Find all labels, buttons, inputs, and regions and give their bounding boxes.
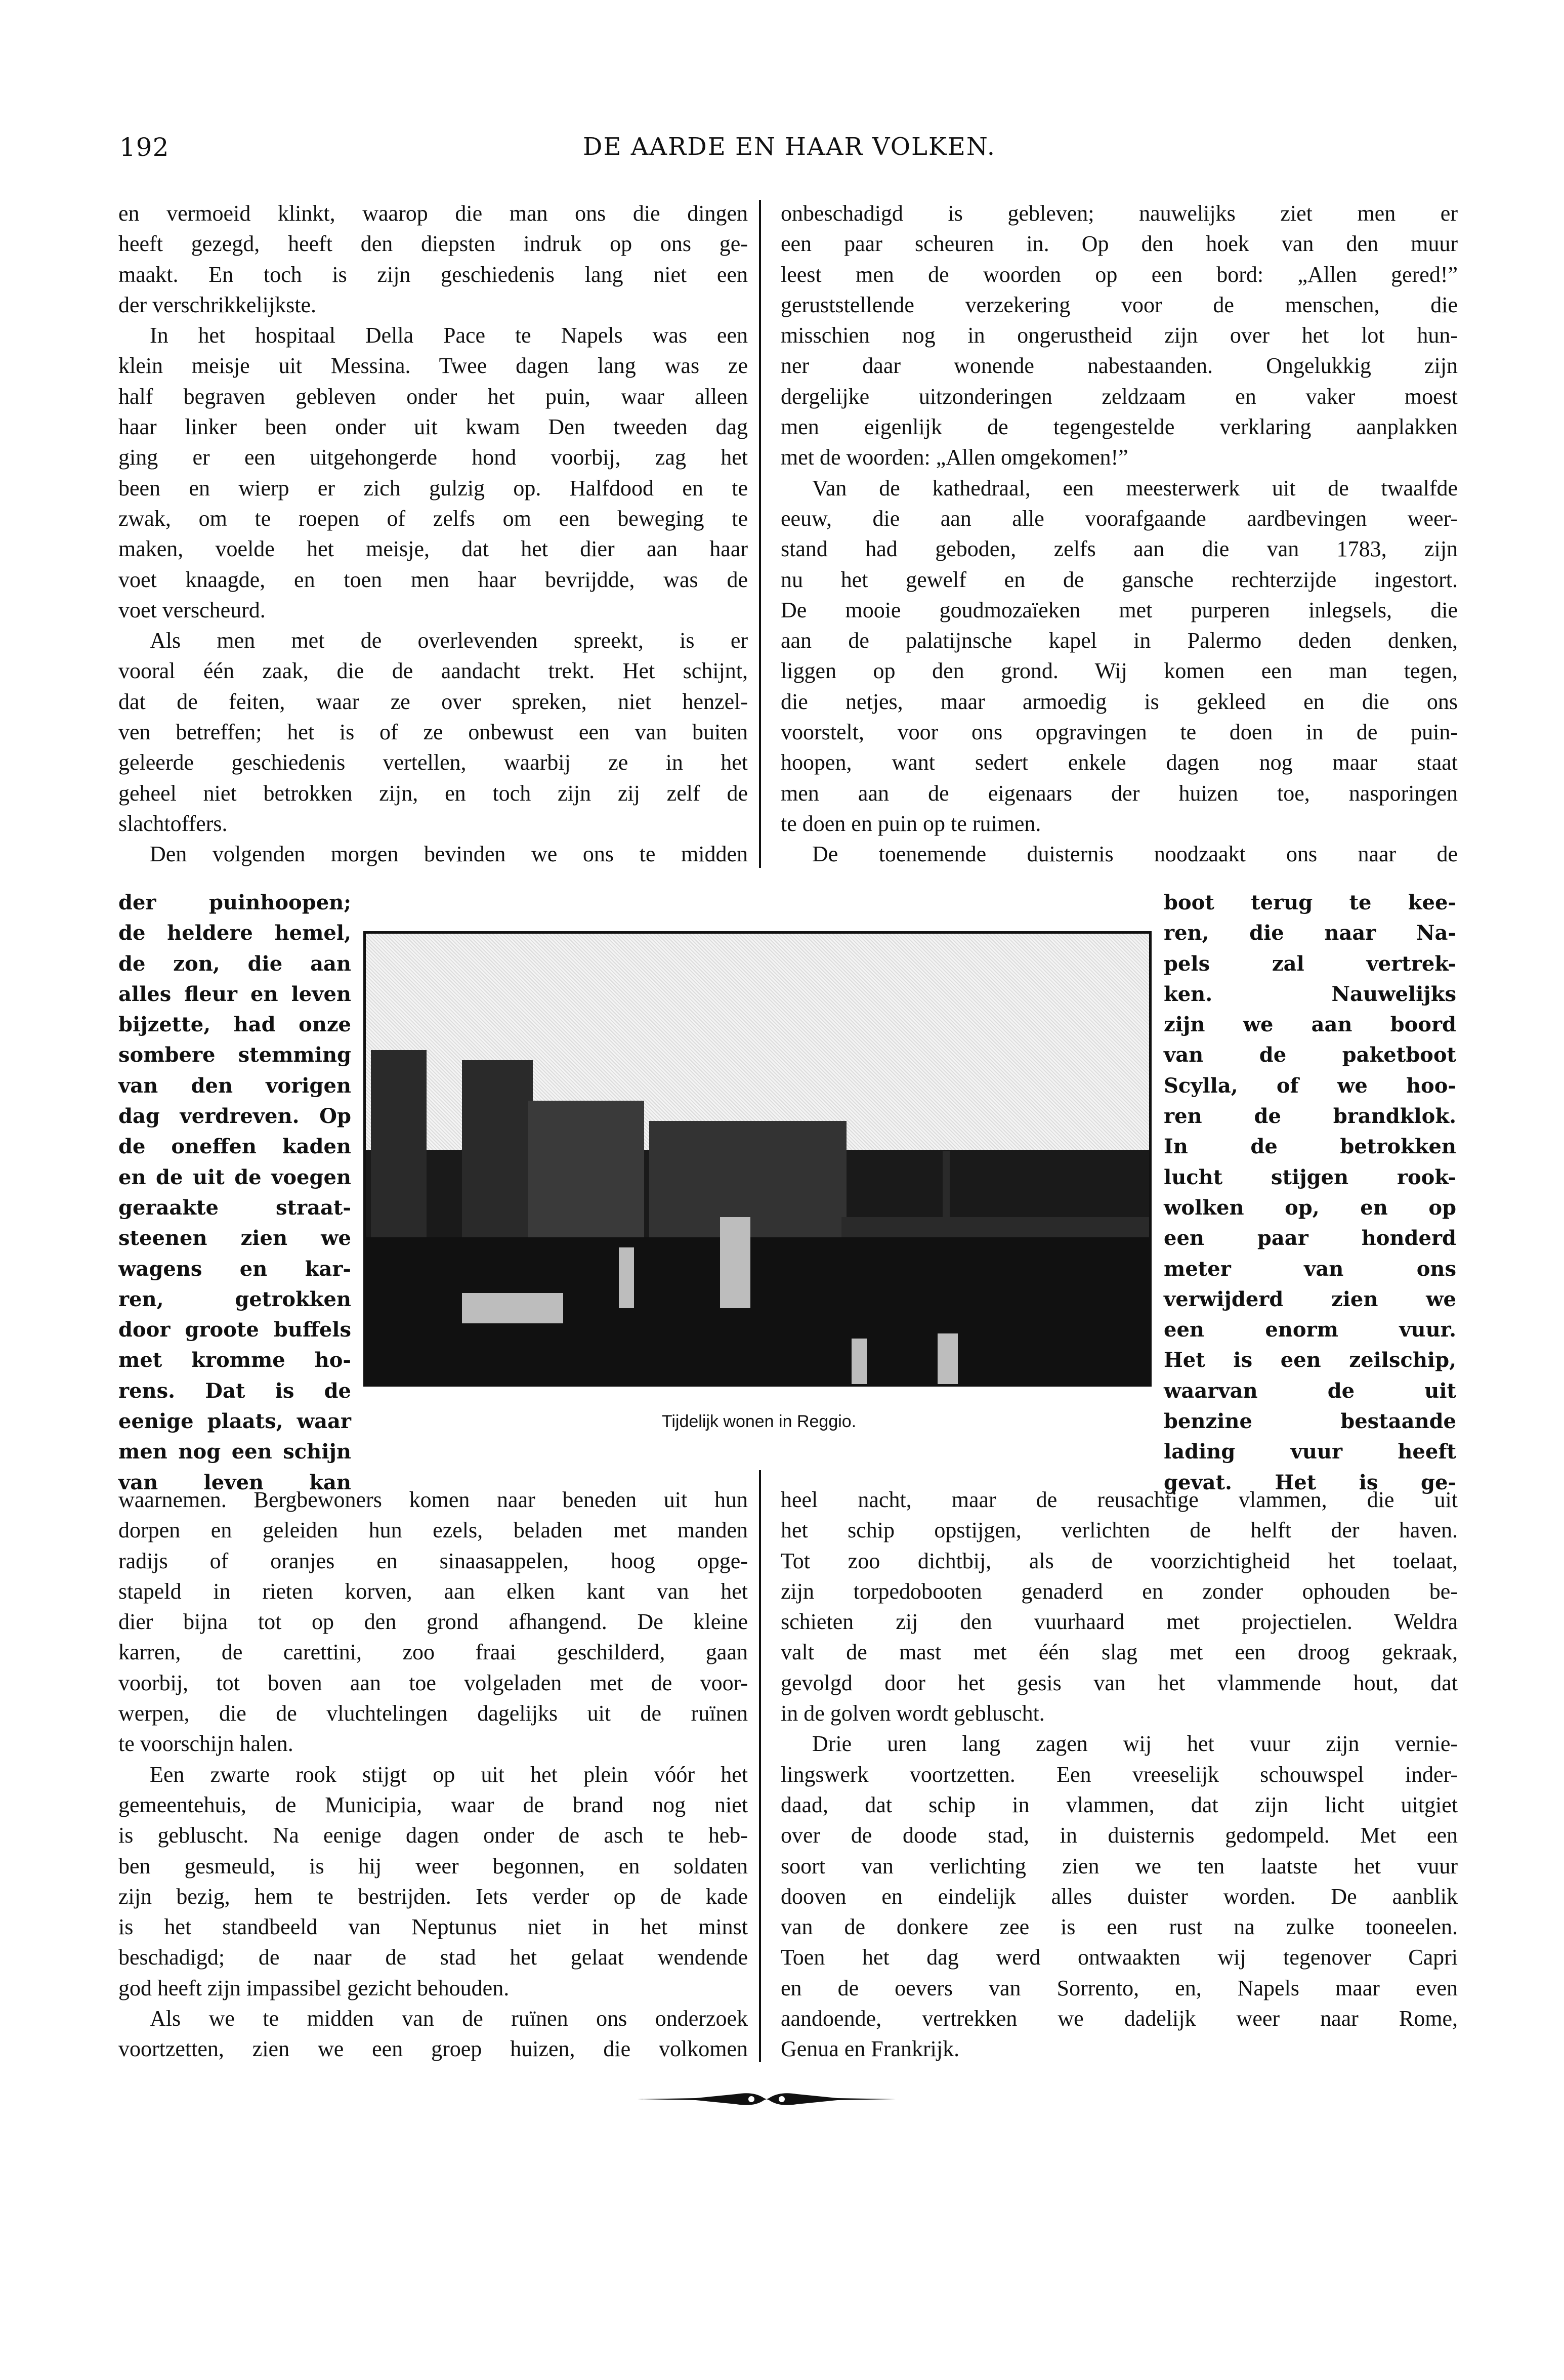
text-line: half begraven gebleven onder het puin, waar alleen [118,384,748,409]
right-column-narrow [1164,888,1456,1498]
text-line: bijzette, had onze [118,1013,351,1037]
figure-caption: Tijdelijk wonen in Reggio. [661,1412,857,1431]
text-line: van de donkere zee is een rust na zulke tooneelen. [781,1914,1458,1940]
text-line: dooven en eindelijk alles duister worden. De aanblik [781,1884,1458,1909]
text-line: gevolgd door het gesis van het vlammende hout, dat [781,1670,1458,1695]
text-line: van de paketboot [1164,1043,1456,1067]
text-line: haar linker been onder uit kwam Den tweeden dag [118,414,748,440]
text-line: voorstelt, voor ons opgravingen te doen in de puin- [781,720,1458,745]
text-line: met de woorden: „Allen omgekomen!” [781,445,1128,470]
text-line: de heldere hemel, [118,921,351,945]
text-line: lingswerk voortzetten. Een vreeselijk schouwspel inder- [781,1762,1458,1787]
text-line: voet knaagde, en toen men haar bevrijdde, was de [118,567,748,592]
text-line: heeft gezegd, heeft den diepsten indruk op ons ge- [118,231,748,257]
right-column-top [781,198,1458,870]
text-line: pels zal vertrek- [1164,951,1456,976]
text-line: In het hospitaal Della Pace te Napels was een [150,323,748,348]
text-line: dorpen en geleiden hun ezels, beladen met manden [118,1518,748,1543]
decorative-ornament-icon [635,2089,898,2109]
text-line: en de uit de voegen [118,1165,351,1189]
text-line: geruststellende verzekering voor de menschen, die [781,292,1458,317]
text-line: dergelijke uitzonderingen zeldzaam en vaker moest [781,384,1458,409]
text-line: met kromme ho- [118,1348,351,1372]
text-line: van leven kan [118,1470,351,1494]
text-line: gemeentehuis, de Municipia, waar de brand nog niet [118,1792,748,1817]
text-line: sombere stemming [118,1043,351,1067]
text-line: zwak, om te roepen of zelfs om een beweging te [118,506,748,531]
text-line: beschadigd; de naar de stad het gelaat wendende [118,1945,748,1970]
photo-ruined-buildings-icon [363,931,1152,1387]
text-line: valt de mast met één slag met een droog gekraak, [781,1640,1458,1665]
text-line: gevat. Het is ge- [1164,1470,1456,1494]
text-line: benzine bestaande [1164,1409,1456,1434]
text-line: schieten zij den vuurhaard met projectielen. Weldra [781,1609,1458,1635]
text-line: te doen en puin op te ruimen. [781,811,1041,836]
text-line: waarvan de uit [1164,1379,1456,1403]
text-line: ren, die naar Na- [1164,921,1456,945]
text-line: een paar honderd [1164,1226,1456,1250]
left-column-bottom [118,1485,748,2065]
right-column-bottom [781,1485,1458,2065]
text-line: verwijderd zien we [1164,1287,1456,1311]
text-line: god heeft zijn impassibel gezicht behouden. [118,1975,510,2000]
text-line: In de betrokken [1164,1135,1456,1159]
text-line: Drie uren lang zagen wij het vuur zijn vernie- [812,1731,1458,1757]
text-line: dat de feiten, waar ze over spreken, niet henzel- [118,689,748,714]
text-line: vooral één zaak, die de aandacht trekt. Het schijnt, [118,658,748,684]
text-line: Tot zoo dichtbij, als de voorzichtigheid het toelaat, [781,1548,1458,1573]
text-line: eeuw, die aan alle voorafgaande aardbevingen weer- [781,506,1458,531]
text-line: ken. Nauwelijks [1164,982,1456,1006]
text-line: eenige plaats, waar [118,1409,351,1434]
text-line: slachtoffers. [118,811,228,836]
text-line: Het is een zeilschip, [1164,1348,1456,1372]
text-line: waarnemen. Bergbewoners komen naar beneden uit hun [118,1487,748,1512]
text-line: leest men de woorden op een bord: „Allen gered!” [781,262,1458,287]
text-line: lucht stijgen rook- [1164,1165,1456,1189]
text-line: Genua en Frankrijk. [781,2036,960,2062]
left-column-narrow [118,888,351,1498]
text-line: wagens en kar- [118,1257,351,1281]
text-line: ner daar wonende nabestaanden. Ongelukkig zijn [781,353,1458,379]
text-line: nu het gewelf en de gansche rechterzijde ingestort. [781,567,1458,592]
text-line: men nog een schijn [118,1440,351,1464]
text-line: dier bijna tot op den grond afhangend. De kleine [118,1609,748,1635]
text-line: Als we te midden van de ruïnen ons onderzoek [150,2006,748,2031]
text-line: misschien nog in ongerustheid zijn over het lot hun- [781,323,1458,348]
text-line: voortzetten, zien we een groep huizen, die volkomen [118,2036,748,2062]
text-line: over de doode stad, in duisternis gedompeld. Met een [781,1823,1458,1848]
text-line: een paar scheuren in. Op den hoek van den muur [781,231,1458,257]
text-line: Toen het dag werd ontwaakten wij tegenover Capri [781,1945,1458,1970]
text-line: daad, dat schip in vlammen, dat zijn licht uitgiet [781,1792,1458,1817]
text-line: der verschrikkelijkste. [118,292,316,317]
text-line: rens. Dat is de [118,1379,351,1403]
text-line: klein meisje uit Messina. Twee dagen lang was ze [118,353,748,379]
text-line: en vermoeid klinkt, waarop die man ons die dingen [118,201,748,226]
text-line: de oneffen kaden [118,1135,351,1159]
text-line: het schip opstijgen, verlichten de helft der haven. [781,1518,1458,1543]
text-line: Als men met de overlevenden spreekt, is er [150,628,748,653]
text-line: der puinhoopen; [118,891,351,914]
left-column-top [118,198,748,870]
text-line: een enorm vuur. [1164,1318,1456,1342]
text-line: meter van ons [1164,1257,1456,1281]
text-line: voet verscheurd. [118,597,266,622]
text-line: zijn torpedobooten genaderd en zonder ophouden be- [781,1578,1458,1604]
text-line: te voorschijn halen. [118,1731,293,1757]
text-line: wolken op, en op [1164,1195,1456,1220]
text-line: radijs of oranjes en sinaasappelen, hoog opge- [118,1548,748,1573]
column-divider-bottom [759,1470,761,2062]
text-line: geheel niet betrokken zijn, en toch zijn zij zelf de [118,780,748,806]
text-line: liggen op den grond. Wij komen een man tegen, [781,658,1458,684]
text-line: De toenemende duisternis noodzaakt ons naar de [812,842,1458,867]
text-line: stapeld in rieten korven, aan elken kant van het [118,1578,748,1604]
text-line: boot terug te kee- [1164,891,1456,914]
text-line: Den volgenden morgen bevinden we ons te midden [150,842,748,867]
text-line: voorbij, tot boven aan toe volgeladen met de voor- [118,1670,748,1695]
text-line: zijn bezig, hem te bestrijden. Iets verder op de kade [118,1884,748,1909]
text-line: is gebluscht. Na eenige dagen onder de asch te heb- [118,1823,748,1848]
text-line: werpen, die de vluchtelingen dagelijks uit de ruïnen [118,1701,748,1726]
text-line: ren de brandklok. [1164,1104,1456,1129]
text-line: in de golven wordt gebluscht. [781,1701,1045,1726]
text-line: lading vuur heeft [1164,1440,1456,1464]
text-line: stand had geboden, zelfs aan die van 1783, zijn [781,536,1458,562]
text-line: maken, voelde het meisje, dat het dier aan haar [118,536,748,562]
text-line: karren, de carettini, zoo fraai geschilderd, gaan [118,1640,748,1665]
text-line: de zon, die aan [118,951,351,976]
text-line: aan de palatijnsche kapel in Palermo deden denken, [781,628,1458,653]
page-number: 192 [119,133,170,162]
text-line: en de oevers van Sorrento, en, Napels maar even [781,1975,1458,2000]
text-line: die netjes, maar armoedig is gekleed en die ons [781,689,1458,714]
column-divider-top [759,200,761,868]
text-line: men aan de eigenaars der huizen toe, nasporingen [781,780,1458,806]
text-line: geleerde geschiedenis vertellen, waarbij ze in het [118,750,748,775]
running-title: DE AARDE EN HAAR VOLKEN. [582,133,996,161]
text-line: zijn we aan boord [1164,1013,1456,1037]
text-line: aandoende, vertrekken we dadelijk weer naar Rome, [781,2006,1458,2031]
text-line: geraakte straat- [118,1195,351,1220]
text-line: van den vorigen [118,1073,351,1098]
text-line: is het standbeeld van Neptunus niet in het minst [118,1914,748,1940]
text-line: ren, getrokken [118,1287,351,1311]
text-line: hoopen, want sedert enkele dagen nog maar staat [781,750,1458,775]
text-line: ven betreffen; het is of ze onbewust een van buiten [118,720,748,745]
text-line: steenen zien we [118,1226,351,1250]
text-line: onbeschadigd is gebleven; nauwelijks ziet men er [781,201,1458,226]
text-line: Scylla, of we hoo- [1164,1073,1456,1098]
text-line: Een zwarte rook stijgt op uit het plein vóór het [150,1762,748,1787]
text-line: been en wierp er zich gulzig op. Halfdood en te [118,475,748,500]
text-line: dag verdreven. Op [118,1104,351,1129]
text-line: maakt. En toch is zijn geschiedenis lang niet een [118,262,748,287]
text-line: men eigenlijk de tegengestelde verklaring aanplakken [781,414,1458,440]
text-line: alles fleur en leven [118,982,351,1006]
text-line: ging er een uitgehongerde hond voorbij, zag het [118,445,748,470]
text-line: door groote buffels [118,1318,351,1342]
text-line: soort van verlichting zien we ten laatste het vuur [781,1853,1458,1878]
text-line: De mooie goudmozaïeken met purperen inlegsels, die [781,597,1458,622]
text-line: ben gesmeuld, is hij weer begonnen, en soldaten [118,1853,748,1878]
text-line: heel nacht, maar de reusachtige vlammen, die uit [781,1487,1458,1512]
text-line: Van de kathedraal, een meesterwerk uit de twaalfde [812,475,1458,500]
